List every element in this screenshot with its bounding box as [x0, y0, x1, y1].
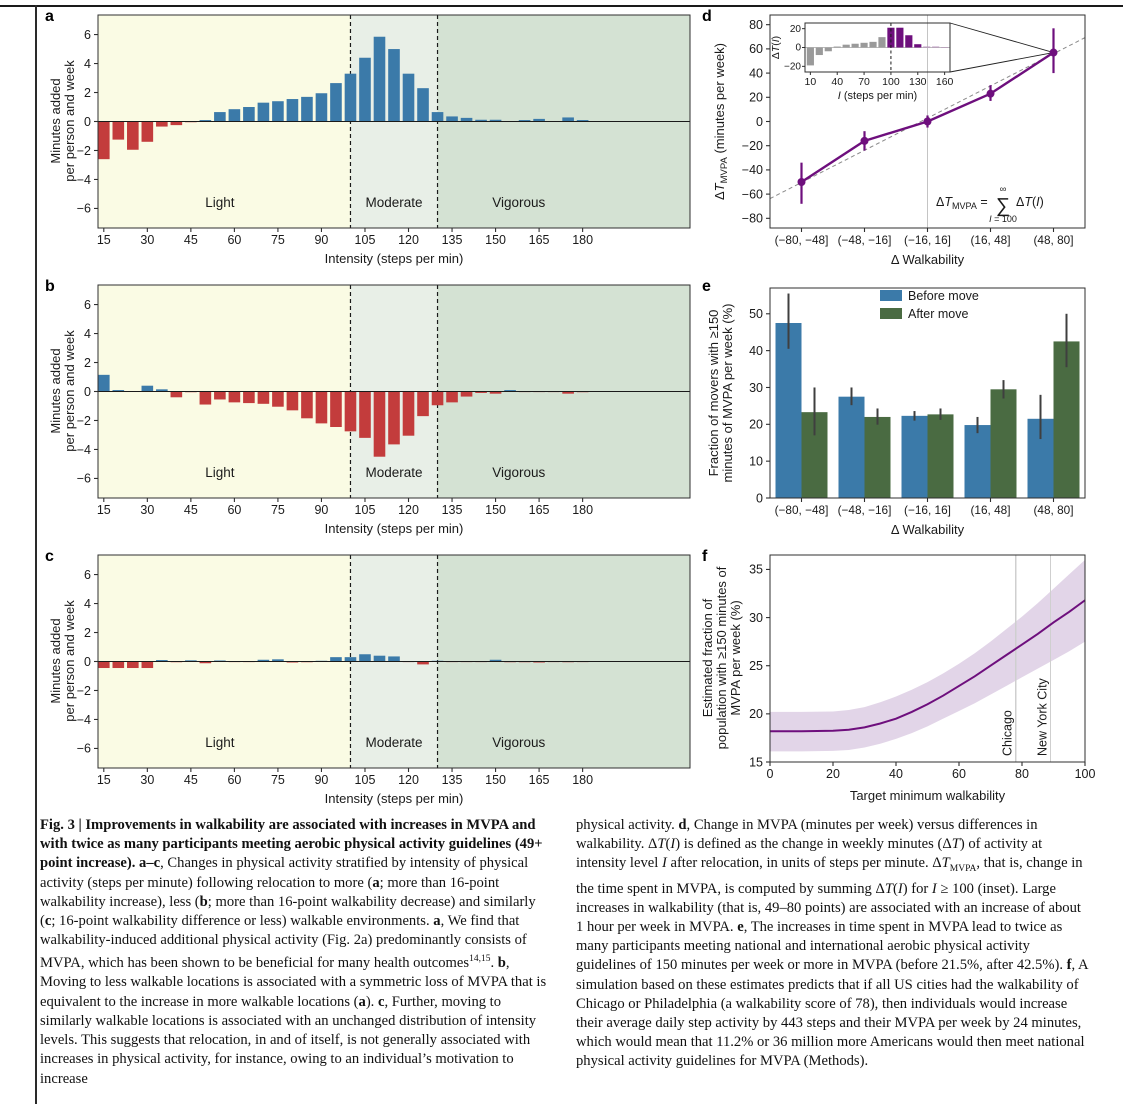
- caption-segment: , Further, moving to similarly walkable locations is associated with an unchanged distribution of intensity levels. This suggests that relocation, in and of itself, is not generally associated with increases in physical activity, for instance, owing to an individual’s motivation to increase: [40, 993, 537, 1087]
- region-label: Light: [205, 195, 235, 210]
- inset-bar-120: [905, 35, 912, 47]
- axis-text: 20: [789, 23, 801, 35]
- axis-text: 150: [485, 773, 506, 787]
- caption-segment: (: [892, 880, 898, 897]
- axis-text: −2: [76, 413, 91, 428]
- bar: [991, 389, 1017, 498]
- axis-text: 0: [756, 114, 763, 129]
- inset-bar-10: [807, 48, 814, 66]
- region-label: Light: [205, 465, 235, 480]
- caption-segment: , Moving to less walkable locations is associated with a symmetric loss of MVPA that is equivalent to the increase in more walkable locations (: [40, 955, 547, 1010]
- caption-segment: ; 16-point walkability difference or less) walkable environments.: [51, 913, 434, 930]
- axis-text: 40: [889, 767, 903, 781]
- inset-y-axis-title: ΔT(I): [770, 35, 782, 60]
- axis-text: 30: [140, 773, 155, 787]
- bar-15: [98, 375, 110, 392]
- caption-segment: e: [737, 918, 744, 935]
- bar-65: [243, 107, 255, 121]
- axis-text: 30: [140, 503, 155, 517]
- axis-text: 165: [528, 503, 550, 517]
- formula-sigma: ∑: [995, 195, 1011, 217]
- y-axis-title: population with ≥150 minutes of: [714, 566, 729, 750]
- bar-85: [301, 97, 313, 122]
- axis-text: (−80, −48]: [774, 233, 829, 247]
- axis-text: (−80, −48]: [774, 503, 829, 517]
- axis-text: 35: [749, 562, 763, 577]
- axes: [742, 18, 1074, 247]
- bar-100: [345, 392, 357, 432]
- axis-text: 180: [572, 773, 594, 787]
- bar-15: [98, 122, 110, 160]
- bar-55: [214, 392, 226, 400]
- y-axis-title: per person and week: [62, 600, 77, 722]
- caption-segment: T: [941, 855, 950, 872]
- caption-segment: ; more than 16-point walkability decrease) and similarly (: [40, 893, 536, 930]
- inset-bar-50: [843, 45, 850, 48]
- axis-text: 0: [84, 114, 91, 129]
- caption-segment: b: [497, 955, 506, 972]
- left-rule: [35, 5, 37, 1104]
- bar-135: [446, 116, 458, 121]
- bar-130: [432, 112, 444, 121]
- caption-segment: I: [661, 855, 667, 872]
- axis-text: 2: [84, 85, 91, 100]
- axis-text: 160: [935, 76, 954, 88]
- formula: [936, 184, 1044, 224]
- region-label: Light: [205, 735, 235, 750]
- axis-text: 25: [749, 659, 763, 674]
- axis-text: 0: [795, 42, 801, 54]
- axis-text: 150: [485, 503, 506, 517]
- caption-segment: ) of activity at intensity level: [576, 836, 1043, 872]
- axis-text: 30: [140, 233, 155, 247]
- axis-text: 20: [826, 767, 840, 781]
- bar-100: [345, 74, 357, 122]
- bar-30: [142, 662, 154, 669]
- panel-a-chart: [40, 6, 695, 272]
- bar-30: [142, 386, 154, 392]
- caption-segment: , Changes in physical activity stratified by intensity of physical activity (steps per minute) following relocation to more (: [40, 855, 529, 891]
- axis-text: 90: [314, 773, 329, 787]
- inset-leader-top: [950, 23, 1054, 53]
- legend-swatch-before-move: [880, 290, 902, 301]
- region-label: Vigorous: [492, 195, 546, 210]
- axis-text: (48, 80]: [1033, 503, 1074, 517]
- y-axis-title: Fraction of movers with ≥150: [706, 309, 721, 477]
- axis-text: 40: [749, 66, 763, 81]
- panel-f-label: f: [702, 548, 708, 565]
- caption-segment: physical activity.: [576, 817, 679, 833]
- bar-35: [156, 122, 168, 127]
- bar-80: [287, 99, 299, 121]
- bar: [839, 397, 865, 498]
- legend: [880, 289, 979, 321]
- axis-text: 90: [314, 503, 329, 517]
- axis-text: −2: [76, 143, 91, 158]
- y-axis-title: minutes of MVPA per week (%): [720, 303, 735, 483]
- region-label: Moderate: [365, 465, 423, 480]
- x-axis-title: Δ Walkability: [890, 522, 965, 537]
- panel-c-label: c: [45, 548, 54, 565]
- axis-text: 130: [909, 76, 927, 88]
- axis-text: 45: [183, 503, 198, 517]
- legend-swatch-after-move: [880, 308, 902, 319]
- caption-left-column: [40, 816, 547, 1089]
- axis-text: 75: [270, 233, 285, 247]
- caption-segment: I: [897, 880, 903, 897]
- bar-140: [461, 392, 473, 397]
- axis-text: 4: [84, 596, 91, 611]
- bar-30: [142, 122, 154, 142]
- bar-95: [330, 83, 342, 121]
- caption-segment: b: [199, 893, 208, 910]
- axis-text: 0: [766, 767, 774, 781]
- bar-105: [359, 58, 371, 122]
- panel-f-chart: [700, 546, 1110, 812]
- region-label: Moderate: [365, 735, 423, 750]
- inset-bar-160: [941, 47, 948, 48]
- inset: [770, 23, 954, 102]
- bar-60: [229, 392, 241, 403]
- panel-d-label: d: [702, 8, 712, 25]
- caption-segment: I: [931, 880, 937, 897]
- axis-text: 20: [749, 90, 763, 105]
- panel-e-chart: [700, 276, 1110, 542]
- caption-segment: , that is, change in the time spent in MVPA, is computed by summing Δ: [576, 855, 1083, 897]
- axis-text: 20: [749, 707, 763, 722]
- bar-95: [330, 392, 342, 428]
- axis-text: 60: [227, 773, 242, 787]
- axis-text: (16, 48]: [970, 503, 1011, 517]
- bar-20: [113, 122, 125, 140]
- axis-text: 30: [749, 380, 763, 395]
- axis-text: 10: [749, 454, 763, 469]
- axis-text: 15: [96, 503, 111, 517]
- axis-text: −20: [741, 139, 763, 154]
- y-axis-title: Estimated fraction of: [700, 598, 715, 718]
- axis-text: 15: [96, 233, 111, 247]
- axis-text: 80: [1015, 767, 1029, 781]
- caption-segment: Fig. 3 | Improvements in walkability are associated with increases in MVPA and with twice as many participants meeting aerobic physical activity guidelines (49+ point increase).: [40, 817, 543, 872]
- bar-120: [403, 392, 415, 436]
- caption-segment: ≥ 100 (inset). Large increases in walkability (that is, 49–80 points) are associated with an increase of about 1 hour per week in MVPA.: [576, 880, 1081, 935]
- caption-right-column: [576, 816, 1090, 1089]
- bar-115: [388, 392, 400, 445]
- caption-segment: I: [670, 836, 676, 853]
- formula-sum-upper: ∞: [999, 184, 1007, 195]
- formula-rhs: ΔT(I): [1016, 195, 1044, 209]
- x-axis-title: Intensity (steps per min): [324, 251, 464, 266]
- panel-a-label: a: [45, 8, 54, 25]
- city-label: Chicago: [1000, 710, 1015, 756]
- caption-segment: f: [1066, 957, 1072, 974]
- region-label: Vigorous: [492, 465, 546, 480]
- caption-segment: 14,15: [469, 954, 491, 965]
- panel-b-label: b: [45, 278, 55, 295]
- data-point: [861, 137, 869, 145]
- axis-text: 100: [882, 76, 900, 88]
- x-axis-title: Δ Walkability: [890, 252, 965, 267]
- axis-text: 105: [354, 773, 376, 787]
- city-label: New York City: [1035, 678, 1050, 756]
- caption-segment: d: [678, 817, 687, 833]
- bar-100: [345, 657, 357, 661]
- bar-135: [446, 392, 458, 403]
- axis-text: 70: [858, 76, 870, 88]
- axis-text: −4: [76, 172, 91, 187]
- axis-text: 6: [84, 567, 91, 582]
- bar: [865, 417, 891, 498]
- bar-70: [258, 392, 270, 404]
- axis-text: (−48, −16]: [837, 233, 892, 247]
- panel-c-chart: [40, 546, 695, 812]
- data-point: [1050, 49, 1058, 57]
- figure-caption: [40, 816, 1090, 1089]
- axis-text: 15: [96, 773, 111, 787]
- legend-label: Before move: [908, 289, 979, 303]
- axis-text: 80: [749, 17, 763, 32]
- y-axis-title: per person and week: [62, 60, 77, 182]
- axis-text: 60: [749, 42, 763, 57]
- caption-segment: a: [372, 874, 380, 891]
- axis-text: (−16, 16]: [904, 503, 951, 517]
- axis-text: 180: [572, 503, 594, 517]
- region-label: Vigorous: [492, 735, 546, 750]
- axis-text: 120: [398, 233, 419, 247]
- caption-segment: MVPA: [949, 864, 977, 875]
- y-axis-title: $\Delta T_{MVPA}$ (minutes per week): [712, 42, 730, 201]
- inset-bar-110: [896, 28, 903, 48]
- y-axis-title: MVPA per week (%): [728, 600, 743, 716]
- inset-bar-20: [816, 48, 823, 56]
- axis-text: 15: [749, 755, 763, 770]
- bar-25: [127, 662, 139, 669]
- caption-segment: T: [657, 836, 666, 853]
- bar-55: [214, 112, 226, 121]
- axis-text: (−16, 16]: [904, 233, 951, 247]
- axis-text: 180: [572, 233, 594, 247]
- axis-text: −6: [76, 201, 91, 216]
- caption-segment: ; more than 16-point walkability increase), less (: [40, 874, 500, 910]
- y-axis-title: Minutes added: [48, 348, 63, 434]
- y-axis-title: per person and week: [62, 330, 77, 452]
- axis-text: (16, 48]: [970, 233, 1011, 247]
- axis-text: 0: [84, 384, 91, 399]
- bar-130: [432, 392, 444, 406]
- axis-text: 30: [749, 610, 763, 625]
- inset-bar-150: [932, 47, 939, 48]
- inset-bar-80: [869, 42, 876, 48]
- axis-text: −40: [741, 163, 763, 178]
- bar: [902, 416, 928, 498]
- axis-text: 150: [485, 233, 506, 247]
- x-axis-title: Intensity (steps per min): [324, 521, 464, 536]
- bar: [928, 414, 954, 498]
- caption-segment: ).: [365, 993, 378, 1010]
- bar-20: [113, 662, 125, 669]
- bar-115: [388, 49, 400, 121]
- axis-text: 60: [227, 503, 242, 517]
- axis-text: 0: [756, 491, 763, 506]
- axis-text: 165: [528, 773, 550, 787]
- inset-bar-40: [834, 47, 841, 48]
- data-point: [798, 178, 806, 186]
- formula-sum-lower: I = 100: [989, 214, 1017, 224]
- axis-text: −2: [76, 683, 91, 698]
- bar-110: [374, 392, 386, 457]
- axis-text: 60: [952, 767, 966, 781]
- caption-segment: c: [377, 993, 385, 1010]
- axis-text: 75: [270, 773, 285, 787]
- inset-bar-130: [914, 44, 921, 47]
- caption-segment: after relocation, in units of steps per minute. Δ: [666, 855, 942, 872]
- caption-segment: a: [433, 913, 441, 930]
- axis-text: (−48, −16]: [837, 503, 892, 517]
- bar-70: [258, 103, 270, 122]
- axis-text: 10: [804, 76, 817, 88]
- formula-lhs: $\Delta T_{MVPA}$ =: [936, 195, 988, 211]
- bar-90: [316, 93, 328, 121]
- bar-60: [229, 109, 241, 121]
- caption-segment: , We find that walkability-induced additional physical activity (Fig. 2a) predominantly consists of MVPA, which has been shown to be beneficial for many health outcomes: [40, 913, 527, 972]
- y-axis-title: Minutes added: [48, 618, 63, 704]
- bar-95: [330, 657, 342, 661]
- bar-75: [272, 101, 284, 121]
- bar: [776, 323, 802, 498]
- axis-text: −80: [741, 211, 763, 226]
- inset-bar-60: [852, 44, 859, 48]
- inset-bar-90: [878, 37, 885, 47]
- data-point: [987, 90, 995, 98]
- caption-segment: ) is defined as the change in weekly minutes (Δ: [675, 836, 952, 853]
- bar-40: [171, 392, 183, 398]
- bar-90: [316, 392, 328, 424]
- axis-text: 100: [1074, 767, 1096, 781]
- caption-segment: ) for: [902, 880, 932, 897]
- caption-segment: (: [665, 836, 671, 853]
- axis-text: (48, 80]: [1033, 233, 1074, 247]
- axis-text: −20: [784, 61, 801, 73]
- axis-text: 60: [227, 233, 242, 247]
- panel-d-chart: [700, 6, 1110, 272]
- axis-text: 4: [84, 56, 91, 71]
- y-axis-title: Minutes added: [48, 78, 63, 164]
- bar-125: [417, 88, 429, 121]
- axis-text: 45: [183, 773, 198, 787]
- inset-bar-70: [860, 43, 867, 48]
- axis-text: 20: [749, 417, 763, 432]
- panel-b-chart: [40, 276, 695, 542]
- x-axis-title: Intensity (steps per min): [324, 791, 464, 806]
- legend-label: After move: [908, 307, 969, 321]
- caption-segment: , Change in MVPA (minutes per week) versus differences in walkability. Δ: [576, 817, 1038, 853]
- axis-text: 4: [84, 326, 91, 341]
- region-label: Moderate: [365, 195, 423, 210]
- caption-segment: T: [951, 836, 960, 853]
- data-point: [924, 118, 932, 126]
- axis-text: 135: [441, 233, 463, 247]
- caption-segment: a: [358, 993, 366, 1010]
- axis-text: 6: [84, 27, 91, 42]
- bar-125: [417, 392, 429, 417]
- bar-110: [374, 656, 386, 662]
- bar-115: [388, 656, 400, 661]
- axis-text: 50: [749, 307, 763, 322]
- bar-85: [301, 392, 313, 419]
- bar-110: [374, 37, 386, 122]
- bar-65: [243, 392, 255, 404]
- bar-50: [200, 392, 212, 405]
- axis-text: −6: [76, 741, 91, 756]
- axis-text: −60: [741, 187, 763, 202]
- axis-text: 105: [354, 503, 376, 517]
- bar-15: [98, 662, 110, 669]
- inset-bar-140: [923, 47, 930, 48]
- panel-e-label: e: [702, 278, 711, 295]
- caption-segment: , A simulation based on these estimates predicts that if all US cities had the walkability of Chicago or Philadelphia (a walkability score of 78), then individuals would increase their average daily step activity by 443 steps and their MVPA per week by 24 minutes, which would mean that 11.2% or 36 million more Americans would then meet national physical activity guidelines for MVPA (Methods).: [576, 957, 1088, 1070]
- axis-text: 120: [398, 503, 419, 517]
- bar-80: [287, 392, 299, 411]
- axis-text: −6: [76, 471, 91, 486]
- axis-text: 120: [398, 773, 419, 787]
- inset-bar-30: [825, 48, 832, 52]
- axis-text: 135: [441, 773, 463, 787]
- axis-text: 90: [314, 233, 329, 247]
- bar-120: [403, 74, 415, 122]
- axis-text: 165: [528, 233, 550, 247]
- caption-segment: .: [490, 955, 498, 972]
- axis-text: 6: [84, 297, 91, 312]
- caption-segment: , The increases in time spent in MVPA lead to twice as many participants meeting national and international aerobic physical activity guidelines of 150 minutes per week or more in MVPA (before 21.5%, after 42.5%).: [576, 918, 1067, 974]
- caption-segment: c: [44, 913, 52, 930]
- axis-text: 75: [270, 503, 285, 517]
- bar-25: [127, 122, 139, 150]
- axis-text: 40: [749, 343, 763, 358]
- axis-text: 135: [441, 503, 463, 517]
- axis-text: 105: [354, 233, 376, 247]
- axis-text: 0: [84, 654, 91, 669]
- caption-segment: a–c: [139, 855, 161, 872]
- bar-75: [272, 392, 284, 407]
- bar-105: [359, 654, 371, 661]
- x-axis-title: Target minimum walkability: [849, 788, 1006, 803]
- inset-x-axis-title: I (steps per min): [837, 90, 918, 102]
- axis-text: −4: [76, 712, 91, 727]
- axis-text: 40: [831, 76, 844, 88]
- bar: [965, 425, 991, 498]
- bar-105: [359, 392, 371, 438]
- caption-segment: T: [884, 880, 893, 897]
- axis-text: 2: [84, 355, 91, 370]
- axis-text: −4: [76, 442, 91, 457]
- axis-text: 2: [84, 625, 91, 640]
- axis-text: 45: [183, 233, 198, 247]
